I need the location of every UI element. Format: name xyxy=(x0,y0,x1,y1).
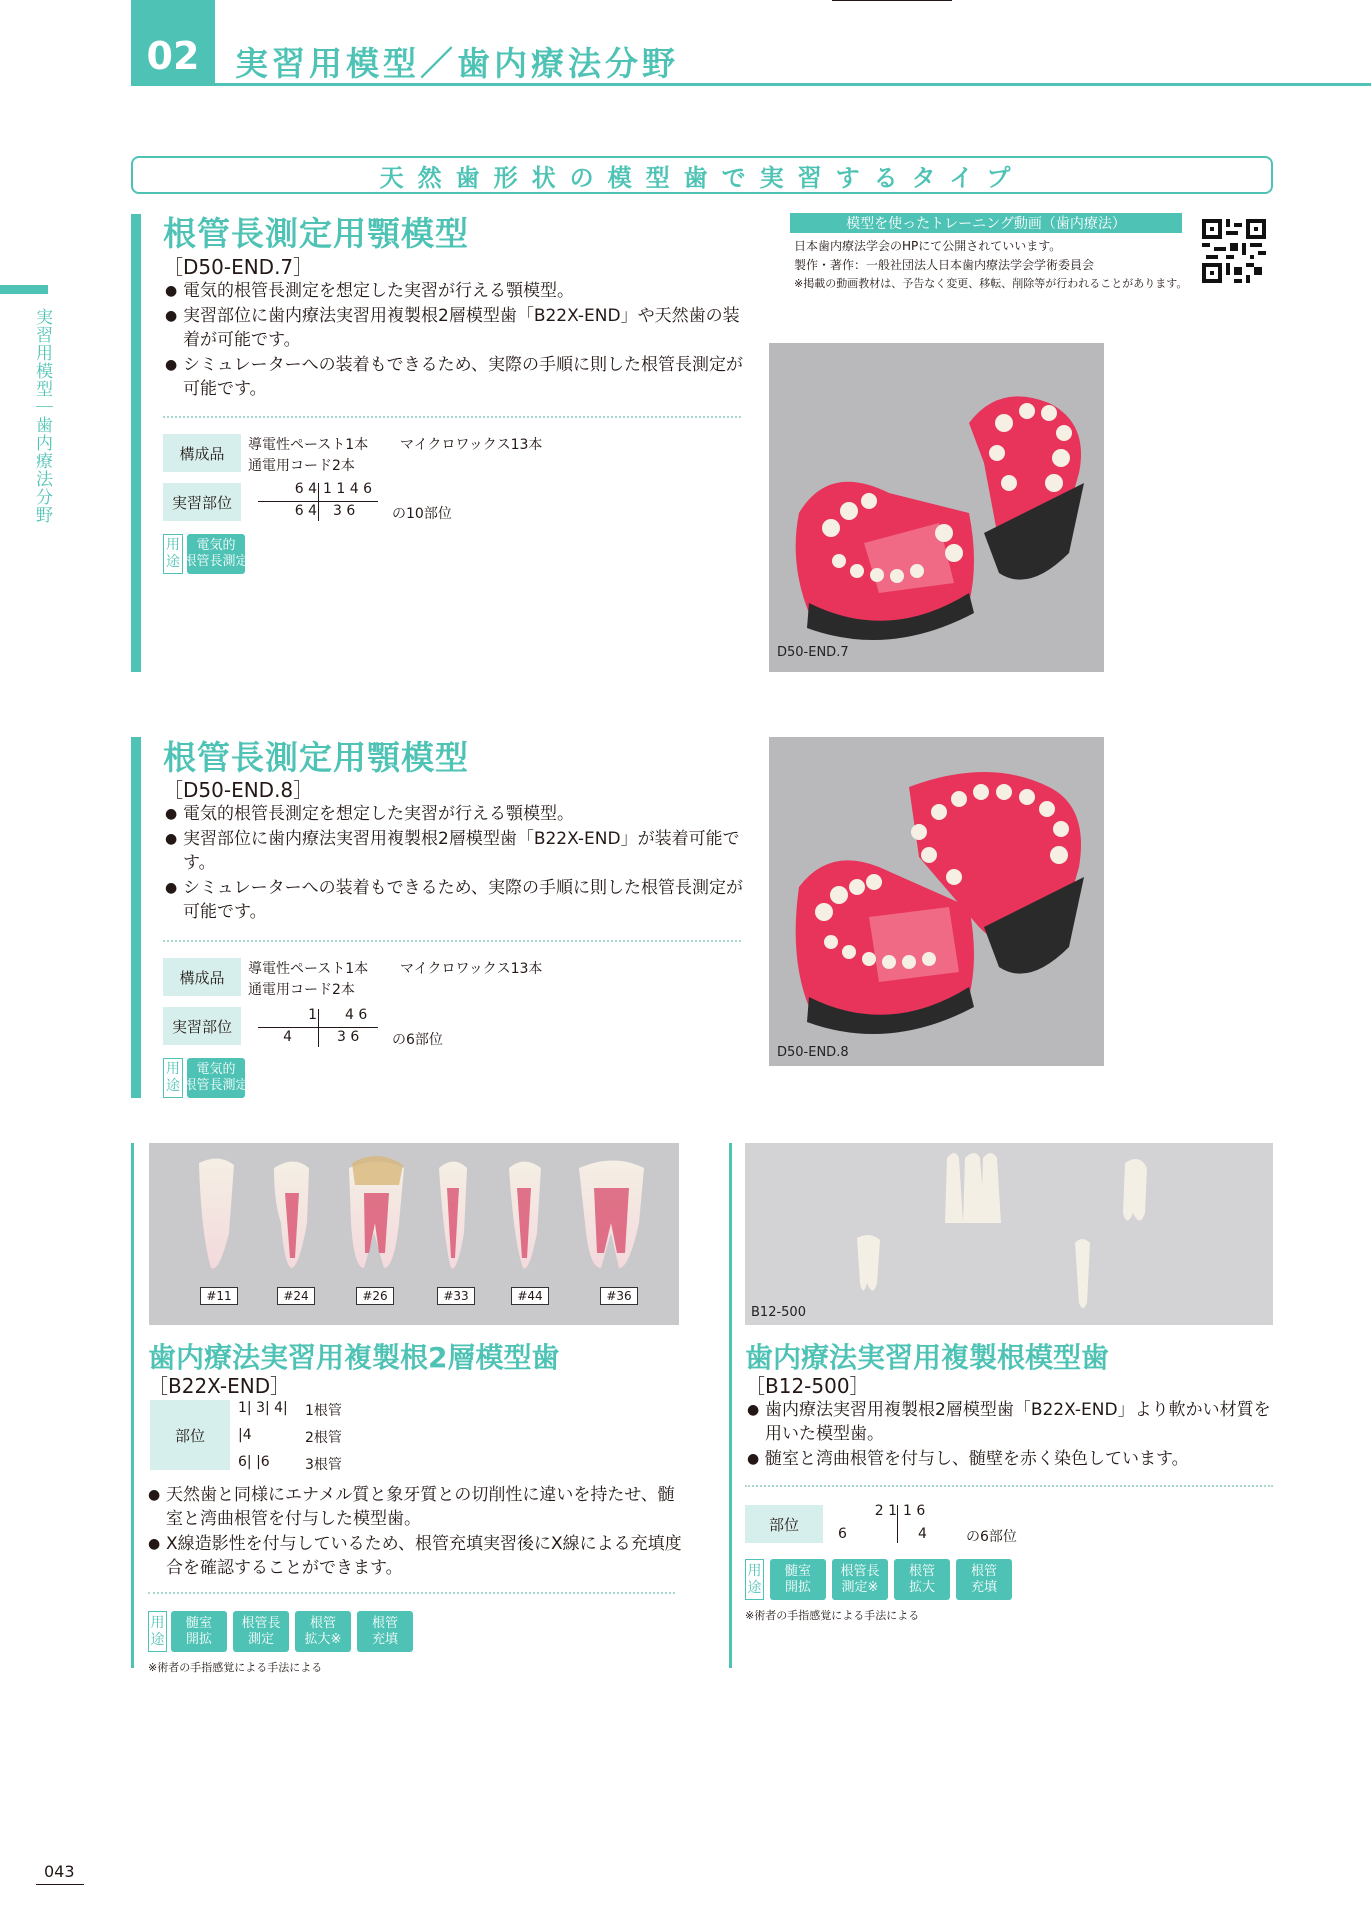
product1-photo-label: D50-END.7 xyxy=(777,645,849,660)
tooth-chart-vline xyxy=(318,1009,319,1047)
use-tag: 根管 拡大 xyxy=(894,1559,950,1600)
use-tag: 電気的 根管長測定 xyxy=(187,1058,245,1098)
tooth-label: #24 xyxy=(277,1287,315,1305)
chapter-title: 実習用模型／歯内療法分野 xyxy=(235,44,679,83)
tooth-chart-vline xyxy=(897,1505,898,1543)
site-upper-right: 2 1 xyxy=(874,1503,897,1519)
component-item: 導電性ペースト1本 xyxy=(248,437,369,453)
site-lower-right: 6 xyxy=(838,1526,847,1542)
site-teeth: |4 xyxy=(238,1427,252,1443)
site-canals: 3根管 xyxy=(305,1457,342,1473)
list-item: ● 電気的根管長測定を想定した実習が行える顎模型。 xyxy=(165,279,745,303)
site-label: 実習部位 xyxy=(163,483,241,521)
list-item: ● 歯内療法実習用複製根2層模型歯「B22X-END」より軟かい材質を用いた模型歯。 xyxy=(747,1398,1277,1446)
site-suffix: の10部位 xyxy=(392,506,452,522)
list-item: ● 髄室と湾曲根管を付与し、髄壁を赤く染色しています。 xyxy=(747,1447,1277,1471)
list-item: ● 天然歯と同様にエナメル質と象牙質との切削性に違いを持たせ、髄室と湾曲根管を付与した模型歯。 xyxy=(148,1483,683,1531)
product3-code: ［B22X-END］ xyxy=(148,1374,291,1398)
use-tag: 電気的 根管長測定 xyxy=(187,534,245,574)
tooth-label: #44 xyxy=(511,1287,549,1305)
use-label: 用途 xyxy=(163,1058,183,1098)
product4-bar xyxy=(729,1143,732,1668)
site-teeth: 6| |6 xyxy=(238,1454,270,1470)
list-item: ● X線造影性を付与しているため、根管充填実習後にX線による充填度合を確認することができます。 xyxy=(148,1532,683,1580)
use-label: 用途 xyxy=(148,1611,167,1652)
component-item: 通電用コード2本 xyxy=(248,458,355,474)
use-tag: 根管長 測定 xyxy=(233,1611,289,1652)
site-lower-right: 4 xyxy=(283,1029,292,1045)
side-tab-label: 実習用模型｜歯内療法分野 xyxy=(32,308,52,524)
video-box-title: 模型を使ったトレーニング動画（歯内療法） xyxy=(790,213,1182,233)
use-tag: 根管 充填 xyxy=(956,1559,1012,1600)
product4-bullets xyxy=(747,1398,1277,1472)
product1-bar xyxy=(131,214,141,672)
divider xyxy=(745,1485,1273,1487)
site-upper-right: 6 4 xyxy=(294,481,317,497)
tooth-label: #33 xyxy=(437,1287,475,1305)
list-item: ● 電気的根管長測定を想定した実習が行える顎模型。 xyxy=(165,802,745,826)
page-number-rule xyxy=(36,1884,84,1885)
site-upper-left: 1 1 4 6 xyxy=(323,481,372,497)
site-lower-right: 6 4 xyxy=(294,503,317,519)
page-number: 043 xyxy=(44,1862,75,1881)
list-item: ● シミュレーターへの装着もできるため、実際の手順に則した根管長測定が可能です。 xyxy=(165,876,745,924)
site-lower-left: 4 xyxy=(918,1526,927,1542)
tooth-chart-vline xyxy=(318,483,319,521)
list-item: ● 実習部位に歯内療法実習用複製根2層模型歯「B22X-END」が装着可能です。 xyxy=(165,827,745,875)
product4-code: ［B12-500］ xyxy=(745,1374,870,1398)
use-tag: 根管 拡大※ xyxy=(295,1611,351,1652)
site-label: 部位 xyxy=(745,1505,823,1543)
product4-photo-label: B12-500 xyxy=(751,1305,806,1320)
product4-photo xyxy=(745,1143,1273,1325)
product2-photo xyxy=(769,737,1104,1066)
tooth-chart-hline xyxy=(832,0,952,1)
component-item: 導電性ペースト1本 xyxy=(248,961,369,977)
use-label: 用途 xyxy=(745,1559,764,1600)
product2-code: ［D50-END.8］ xyxy=(163,778,314,802)
video-box-line: ※掲載の動画教材は、予告なく変更、移転、削除等が行われることがあります。 xyxy=(794,277,1188,290)
tooth-label: #11 xyxy=(200,1287,238,1305)
site-suffix: の6部位 xyxy=(966,1529,1017,1545)
site-label: 実習部位 xyxy=(163,1007,241,1045)
divider xyxy=(148,1592,675,1594)
list-item: ● 実習部位に歯内療法実習用複製根2層模型歯「B22X-END」や天然歯の装着が可能です。 xyxy=(165,304,745,352)
video-box-line: 製作・著作：一般社団法人日本歯内療法学会学術委員会 xyxy=(794,258,1095,272)
components-label: 構成品 xyxy=(163,958,241,996)
site-upper-left: 4 6 xyxy=(345,1007,368,1023)
use-tag: 髄室 開拡 xyxy=(171,1611,227,1652)
site-lower-left: 3 6 xyxy=(333,503,356,519)
product3-title: 歯内療法実習用複製根2層模型歯 xyxy=(148,1341,560,1374)
product2-bar xyxy=(131,737,141,1098)
use-tag: 根管 充填 xyxy=(357,1611,413,1652)
use-tag: 髄室 開拡 xyxy=(770,1559,826,1600)
chapter-number: 02 xyxy=(131,0,215,86)
product1-photo xyxy=(769,343,1104,672)
divider xyxy=(163,416,741,418)
product3-bullets xyxy=(148,1483,683,1581)
tooth-label: #36 xyxy=(600,1287,638,1305)
site-suffix: の6部位 xyxy=(392,1032,443,1048)
site-upper-right: 1 xyxy=(308,1007,317,1023)
site-canals: 2根管 xyxy=(305,1430,342,1446)
product1-code: ［D50-END.7］ xyxy=(163,255,314,279)
use-tag: 根管長 測定※ xyxy=(832,1559,888,1600)
site-teeth: 1| 3| 4| xyxy=(238,1400,288,1416)
product1-bullets xyxy=(165,279,745,402)
qr-code[interactable] xyxy=(1202,219,1266,283)
component-item: マイクロワックス13本 xyxy=(400,437,543,453)
use-label: 用途 xyxy=(163,534,183,574)
component-item: 通電用コード2本 xyxy=(248,982,355,998)
header-rule xyxy=(131,83,1371,86)
component-item: マイクロワックス13本 xyxy=(400,961,543,977)
tooth-label: #26 xyxy=(356,1287,394,1305)
divider xyxy=(163,940,741,942)
product1-title: 根管長測定用顎模型 xyxy=(163,214,469,253)
site-lower-left: 3 6 xyxy=(337,1029,360,1045)
product2-bullets xyxy=(165,802,745,925)
product2-photo-label: D50-END.8 xyxy=(777,1045,849,1060)
product2-title: 根管長測定用顎模型 xyxy=(163,738,469,777)
components-label: 構成品 xyxy=(163,434,241,472)
list-item: ● シミュレーターへの装着もできるため、実際の手順に則した根管長測定が可能です。 xyxy=(165,353,745,401)
footnote: ※術者の手指感覚による手法による xyxy=(148,1661,323,1674)
product3-bar xyxy=(131,1143,134,1668)
video-box-line: 日本歯内療法学会のHPにて公開されていいます。 xyxy=(794,239,1062,253)
site-canals: 1根管 xyxy=(305,1403,342,1419)
site-upper-left: 1 6 xyxy=(903,1503,926,1519)
product4-title: 歯内療法実習用複製根模型歯 xyxy=(745,1341,1110,1374)
side-tab-marker xyxy=(0,285,48,294)
footnote: ※術者の手指感覚による手法による xyxy=(745,1609,920,1622)
site-label: 部位 xyxy=(150,1400,230,1470)
section-banner: 天然歯形状の模型歯で実習するタイプ xyxy=(131,156,1273,194)
